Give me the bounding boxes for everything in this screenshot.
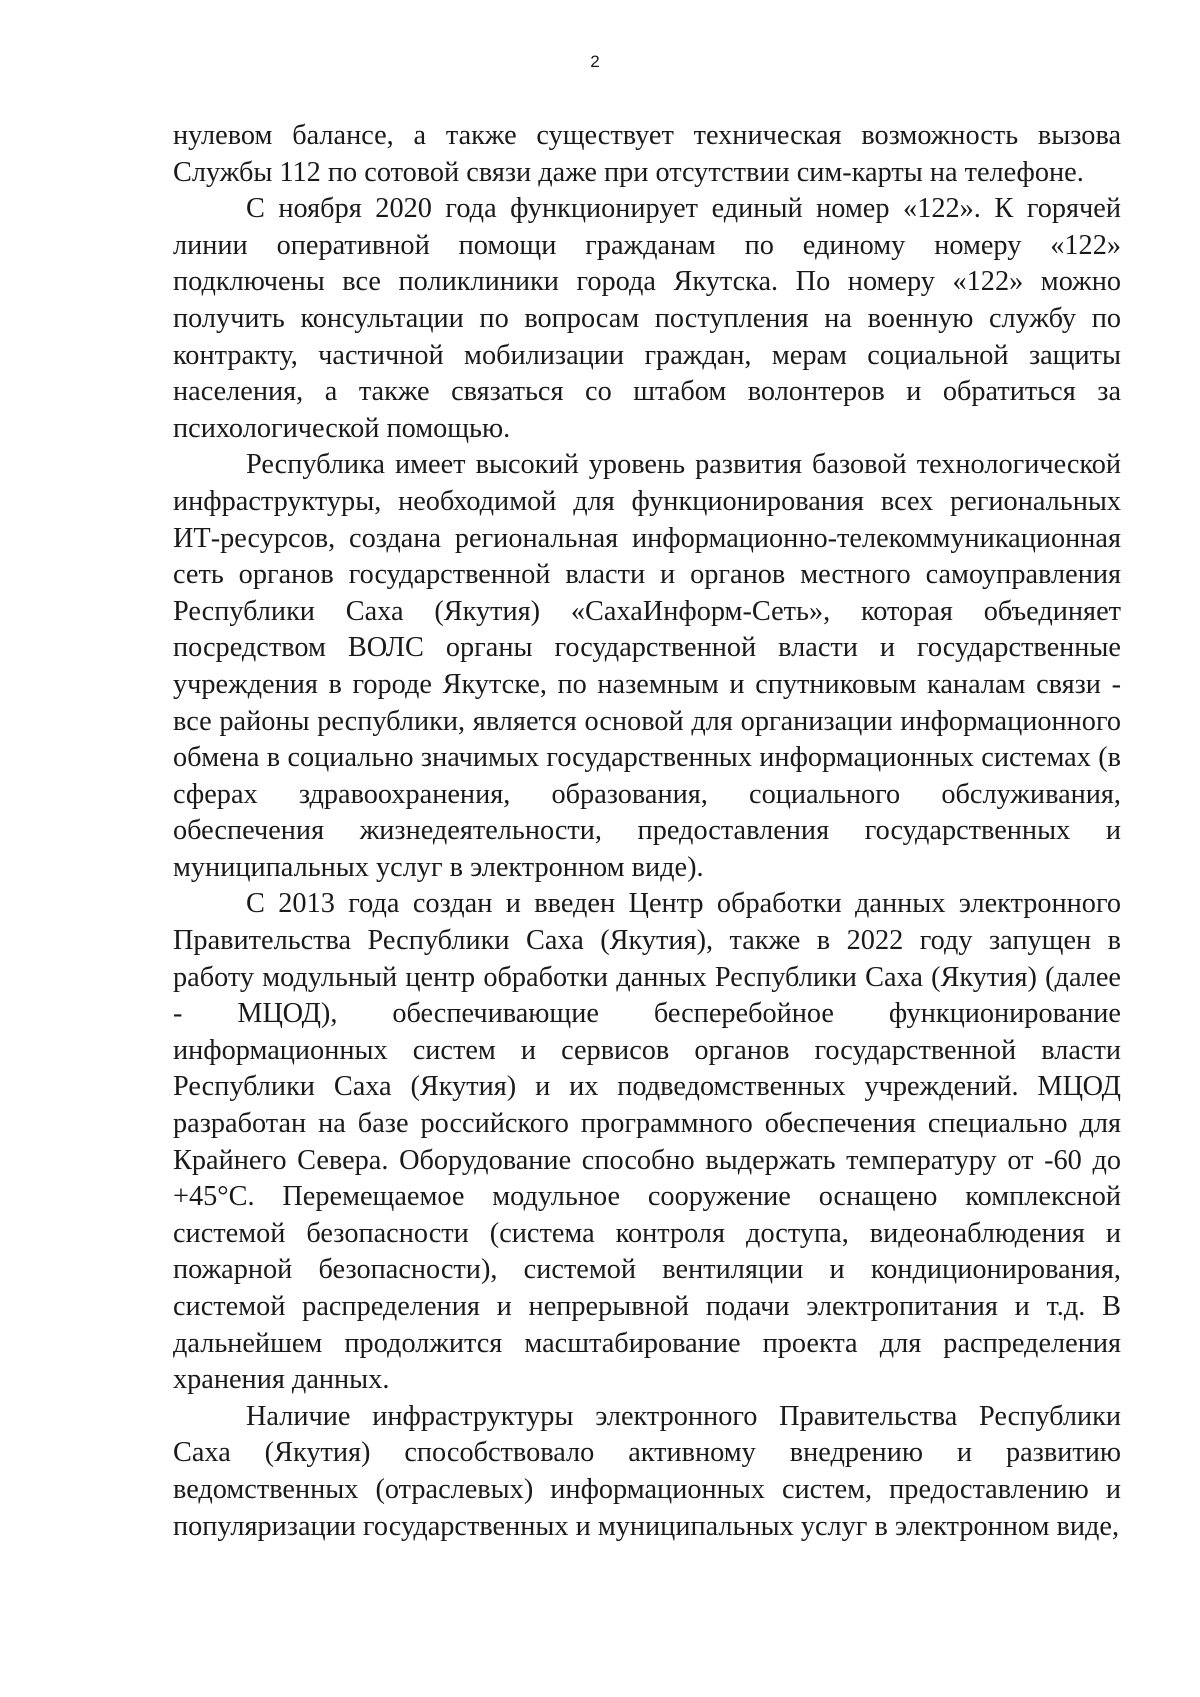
- paragraph-hotline-122: С ноября 2020 года функционирует единый номер «122». К горячей линии оперативной помощи гражданам по единому номеру «122» подключены все поликлиники города Якутска. По номеру «122» можно получить консультации по вопросам поступления на военную службу по контракту, частичной мобилизации граждан, мерам социальной защиты населения, а также связаться со штабом волонтеров и обратиться за психологической помощью.: [173, 193, 1121, 444]
- page-number: 2: [590, 52, 600, 71]
- paragraph-it-infrastructure: Республика имеет высокий уровень развития базовой технологической инфраструктуры, необходимой для функционирования всех региональных ИТ-ресурсов, создана региональная информационно-телекоммуникационная сеть органов государственной власти и органов местного самоуправления Республики Саха (Якутия) «СахаИнформ-Сеть», которая объединяет посредством ВОЛС органы государственной власти и государственные учреждения в городе Якутске, по наземным и спутниковым каналам связи - все районы республики, является основой для организации информационного обмена в социально значимых государственных информационных системах (в сферах здравоохранения, образования, социального обслуживания, обеспечения жизнедеятельности, предоставления государственных и муниципальных услуг в электронном виде).: [173, 449, 1121, 883]
- paragraph-e-government: Наличие инфраструктуры электронного Правительства Республики Саха (Якутия) способствовало активному внедрению и развитию ведомственных (отраслевых) информационных систем, предоставлению и популяризации государственных и муниципальных услуг в электронном виде,: [173, 1400, 1121, 1542]
- paragraph-data-center: С 2013 года создан и введен Центр обработки данных электронного Правительства Республики Саха (Якутия), также в 2022 году запущен в работу модульный центр обработки данных Республики Саха (Якутия) (далее - МЦОД), обеспечивающие бесперебойное функционирование информационных систем и сервисов органов государственной власти Республики Саха (Якутия) и их подведомственных учреждений. МЦОД разработан на базе российского программного обеспечения специально для Крайнего Севера. Оборудование способно выдержать температуру от -60 до +45°С. Перемещаемое модульное сооружение оснащено комплексной системой безопасности (система контроля доступа, видеонаблюдения и пожарной безопасности), системой вентиляции и кондиционирования, системой распределения и непрерывной подачи электропитания и т.д. В дальнейшем продолжится масштабирование проекта для распределения хранения данных.: [173, 888, 1121, 1396]
- paragraph-continuation: нулевом балансе, а также существует техническая возможность вызова Службы 112 по сотовой связи даже при отсутствии сим-карты на телефоне.: [173, 120, 1121, 188]
- document-body: [173, 118, 1121, 1545]
